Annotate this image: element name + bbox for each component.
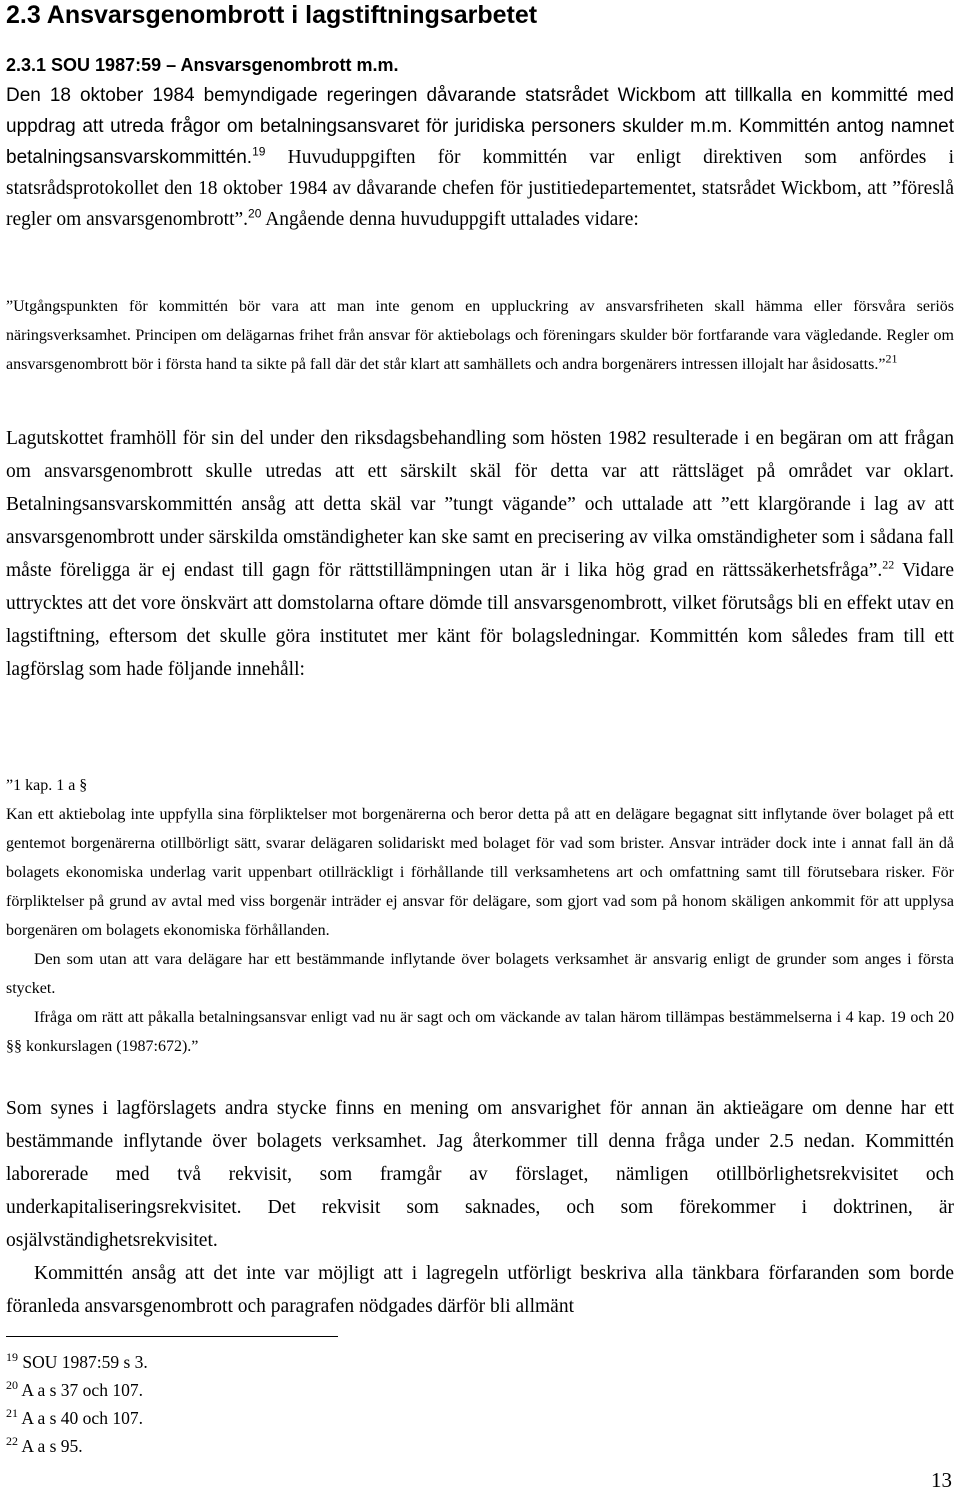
page-number: 13 xyxy=(931,1468,952,1492)
paragraph-4-text: Kommittén ansåg att det inte var möjligt att i lagregeln utförligt beskriva alla tänkbara förfaranden som borde föranleda ansvarsgenombrott och paragrafen nödgades därför bli allmänt xyxy=(6,1263,954,1317)
section-heading: 2.3 Ansvarsgenombrott i lagstiftningsarbetet xyxy=(6,1,538,29)
subheading-block xyxy=(6,54,954,76)
paragraph-3 xyxy=(6,1092,954,1257)
paragraph-1-serif-text-b: Angående denna huvuduppgift uttalades vidare: xyxy=(261,209,639,230)
paragraph-1 xyxy=(6,80,954,235)
footnote-text: A a s 40 och 107. xyxy=(21,1408,143,1428)
paragraph-2-text-b: Vidare uttrycktes att det vore önskvärt att domstolarna oftare dömde till ansvarsgenombrott, vilket förutsågs bli en effekt utav en lagstiftning, eftersom det skulle göra institutet mer känt för bolagsledningar. Kommittén kom således fram till ett lagförslag som hade följande innehåll: xyxy=(6,560,954,680)
footnote-separator xyxy=(6,1336,338,1337)
footnotes xyxy=(6,1348,606,1460)
quote-2-paragraph-2: Den som utan att vara delägare har ett bestämmande inflytande över bolagets verksamhet är ansvarig enligt de grunder som anges i första stycket. xyxy=(6,951,954,997)
footnote-number: 19 xyxy=(6,1350,18,1365)
block-quote-1 xyxy=(6,292,954,379)
footnote-text: A a s 37 och 107. xyxy=(21,1380,143,1400)
quote-1-text: ”Utgångspunkten för kommittén bör vara att man inte genom en uppluckring av ansvarsfriheten skall hämma eller försvåra seriös näringsverksamhet. Principen om delägarnas frihet från ansvar för aktiebolags och föreningars skulder bör fortfarande vara vägledande. Regler om ansvarsgenombrott bör i första hand ta sikte på fall där det står klart att samhällets och andra borgenärers intressen illojalt har åsidosatts.” xyxy=(6,298,954,373)
heading-block xyxy=(6,0,954,30)
footnote-ref-22: 22 xyxy=(882,557,895,572)
paragraph-2-text-a: Lagutskottet framhöll för sin del under den riksdagsbehandling som hösten 1982 resulterade i en begäran om att frågan om ansvarsgenombrott skulle utredas att ett särskilt skäl för detta var att rättsläget på området var oklart. Betalningsansvarskommittén ansåg att detta skäl var ”tungt vägande” och uttalade att ”ett klargörande i lag av att ansvarsgenombrott under särskilda omständigheter kan ske samt en precisering av vilka omständigheter som i sådana fall måste föreligga är ej endast till gagn för rättstillämpningen utan är i lika hög grad en rättssäkerhetsfråga”. xyxy=(6,428,954,581)
footnote-21 xyxy=(6,1404,606,1432)
footnote-22 xyxy=(6,1432,606,1460)
paragraph-2 xyxy=(6,422,954,686)
footnote-ref-20: 20 xyxy=(248,206,262,221)
footnote-ref-19: 19 xyxy=(252,144,266,159)
quote-2-title: ”1 kap. 1 a § xyxy=(6,777,88,794)
paragraph-1-serif-text-a: Huvuduppgiften för kommittén var enligt direktiven som anfördes i statsrådsprotokollet den 18 oktober 1984 av dåvarande chefen för justitiedepartementet, statsrådet Wickbom, att ”föreslå regler om ansvarsgenombrott”. xyxy=(6,147,954,230)
quote-2-paragraph-1: Kan ett aktiebolag inte uppfylla sina förpliktelser mot borgenärerna och beror detta på att en delägare begagnat sitt inflytande över bolaget på ett gentemot borgenärerna otillbörligt sätt, svarar delägaren solidariskt med bolaget för vad som brister. Ansvar inträder dock inte i annat fall än då bolagets ekonomiska underlag varit uppenbart otillräckligt i förhållande till verksamhetens art och omfattning samt till förutsebara risker. För förpliktelser på grund av avtal med viss borgenär inträder ej ansvar för delägare, som gjort vad som på honom skäligen ankommit för att upplysa borgenären om bolagets ekonomiska förhållanden. xyxy=(6,806,954,939)
footnote-20 xyxy=(6,1376,606,1404)
footnote-number: 21 xyxy=(6,1406,18,1421)
footnote-19 xyxy=(6,1348,606,1376)
paragraph-3-text: Som synes i lagförslagets andra stycke finns en mening om ansvarighet för annan än aktieägare om denne har ett bestämmande inflytande över bolagets verksamhet. Jag återkommer till denna fråga under 2.5 nedan. Kommittén laborerade med två rekvisit, som framgår av förslaget, nämligen otillbörlighetsrekvisitet och underkapitaliseringsrekvisitet. Det rekvisit som saknades, och som förekommer i doktrinen, är osjälvständighetsrekvisitet. xyxy=(6,1098,954,1251)
footnote-text: A a s 95. xyxy=(21,1436,83,1456)
subsection-heading: 2.3.1 SOU 1987:59 – Ansvarsgenombrott m.m. xyxy=(6,55,399,75)
paragraph-1-sans-text: Den 18 oktober 1984 bemyndigade regeringen dåvarande statsrådet Wickbom att tillkalla en kommitté med uppdrag att utreda frågor om betalningsansvaret för juridiska personers skulder m.m. Kommittén antog namnet betalningsansvarskommittén. xyxy=(6,85,954,168)
footnote-text: SOU 1987:59 s 3. xyxy=(22,1352,148,1372)
footnote-number: 22 xyxy=(6,1434,18,1449)
quote-2-paragraph-3: Ifråga om rätt att påkalla betalningsansvar enligt vad nu är sagt och om väckande av talan härom tillämpas bestämmelserna i 4 kap. 19 och 20 §§ konkurslagen (1987:672).” xyxy=(6,1009,954,1055)
footnote-ref-21: 21 xyxy=(885,351,898,366)
paragraph-4 xyxy=(6,1257,954,1323)
block-quote-2 xyxy=(6,771,954,1061)
footnote-number: 20 xyxy=(6,1378,18,1393)
